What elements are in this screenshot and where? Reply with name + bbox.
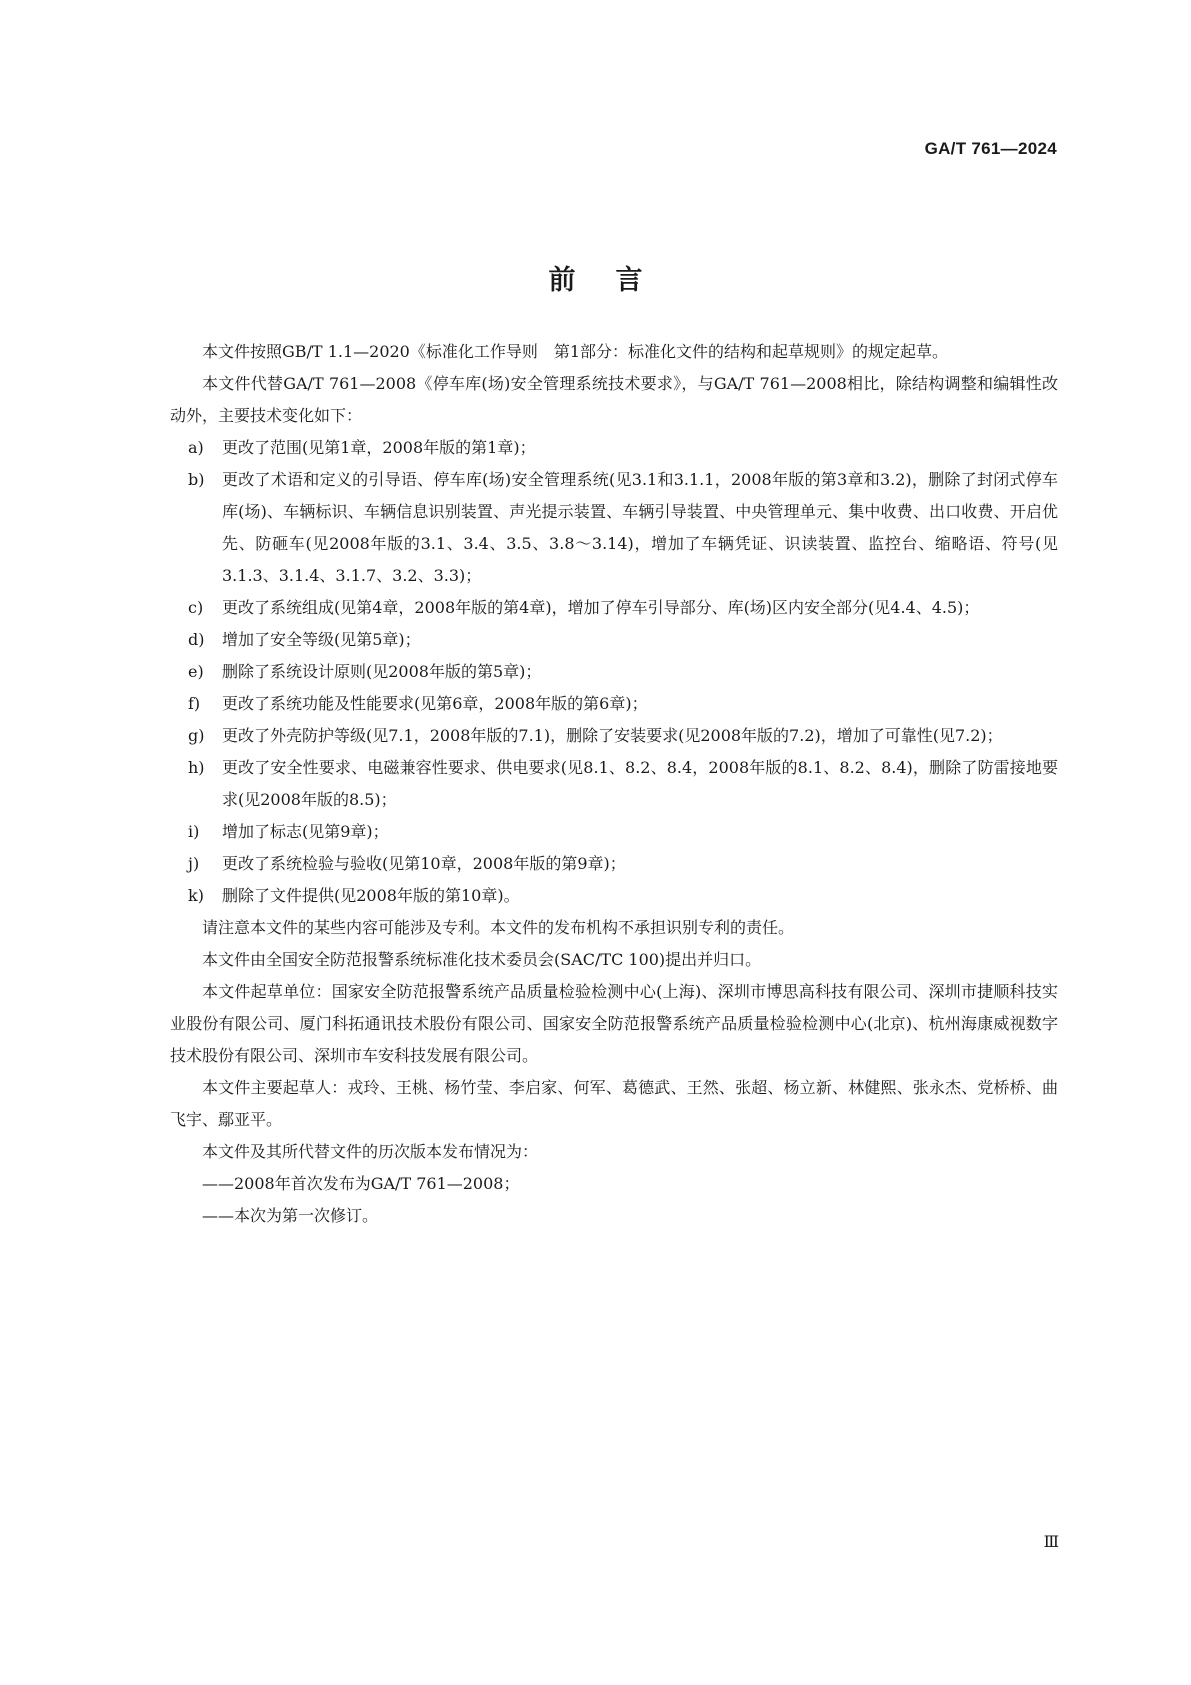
list-item: [170, 752, 1058, 816]
list-item: [170, 656, 1058, 688]
drafting-organizations: 本文件起草单位：国家安全防范报警系统产品质量检验检测中心(上海)、深圳市博思高科技有限公司、深圳市捷顺科技实业股份有限公司、厦门科拓通讯技术股份有限公司、国家安全防范报警系统产品质量检验检测中心(北京)、杭州海康威视数字技术股份有限公司、深圳市车安科技发展有限公司。: [170, 982, 1058, 1065]
list-marker: c): [188, 598, 204, 617]
list-item-text: 更改了系统功能及性能要求(见第6章，2008年版的第6章)；: [222, 694, 648, 713]
list-marker: h): [188, 758, 205, 777]
list-item-text: 增加了标志(见第9章)；: [222, 822, 389, 841]
list-marker: d): [188, 630, 205, 649]
list-item-text: 更改了范围(见第1章，2008年版的第1章)；: [222, 438, 536, 457]
list-item-text: 更改了外壳防护等级(见7.1，2008年版的7.1)，删除了安装要求(见2008年版的7.2)，增加了可靠性(见7.2)；: [222, 726, 1003, 745]
committee-note: 本文件由全国安全防范报警系统标准化技术委员会(SAC/TC 100)提出并归口。: [202, 950, 762, 969]
list-marker: b): [188, 470, 205, 489]
list-marker: a): [188, 438, 204, 457]
list-item: [170, 432, 1058, 464]
list-item: [170, 720, 1058, 752]
list-item-text: 更改了系统检验与验收(见第10章，2008年版的第9章)；: [222, 854, 626, 873]
page-number: Ⅲ: [1043, 1532, 1059, 1551]
list-marker: e): [188, 662, 204, 681]
list-item-text: 增加了安全等级(见第5章)；: [222, 630, 421, 649]
list-item-text: 更改了术语和定义的引导语、停车库(场)安全管理系统(见3.1和3.1.1，2008年版的第3章和3.2)，删除了封闭式停车库(场)、车辆标识、车辆信息识别装置、声光提示装置、车辆引导装置、中央管理单元、集中收费、出口收费、开启优先、防砸车(见2008年版的3.1、3.4、3.5、3.8～3.14)，增加了车辆凭证、识读装置、监控台、缩略语、符号(见3.1.3、3.1.4、3.1.7、3.2、3.3)；: [222, 470, 1058, 585]
list-marker: f): [188, 694, 201, 713]
list-marker: g): [188, 726, 205, 745]
history-item: ——2008年首次发布为GA/T 761—2008；: [202, 1174, 520, 1193]
page-title: 前言: [548, 265, 683, 297]
list-item-text: 更改了安全性要求、电磁兼容性要求、供电要求(见8.1、8.2、8.4，2008年版的8.1、8.2、8.4)，删除了防雷接地要求(见2008年版的8.5)；: [222, 758, 1058, 809]
intro-paragraph-1: 本文件按照GB/T 1.1—2020《标准化工作导则 第1部分：标准化文件的结构和起草规则》的规定起草。: [202, 342, 949, 361]
list-marker: j): [188, 854, 200, 873]
history-intro: 本文件及其所代替文件的历次版本发布情况为：: [202, 1142, 539, 1161]
list-item-text: 删除了文件提供(见2008年版的第10章)。: [222, 886, 520, 905]
list-item: [170, 816, 1058, 848]
foreword-body: [170, 336, 1058, 1232]
changes-list: [170, 432, 1058, 912]
intro-paragraph-2: 本文件代替GA/T 761—2008《停车库(场)安全管理系统技术要求》，与GA/T 761—2008相比，除结构调整和编辑性改动外，主要技术变化如下：: [170, 374, 1058, 425]
list-marker: i): [188, 822, 200, 841]
list-item: [170, 464, 1058, 592]
list-item-text: 删除了系统设计原则(见2008年版的第5章)；: [222, 662, 542, 681]
list-item: [170, 848, 1058, 880]
list-item: [170, 624, 1058, 656]
standard-code: GA/T 761—2024: [924, 139, 1057, 158]
drafters: 本文件主要起草人：戎玲、王桃、杨竹莹、李启家、何军、葛德武、王然、张超、杨立新、林健熙、张永杰、党桥桥、曲飞宇、鄢亚平。: [170, 1078, 1058, 1129]
list-item-text: 更改了系统组成(见第4章，2008年版的第4章)，增加了停车引导部分、库(场)区内安全部分(见4.4、4.5)；: [222, 598, 980, 617]
history-item: ——本次为第一次修订。: [202, 1206, 379, 1225]
list-marker: k): [188, 886, 204, 905]
list-item: [170, 880, 1058, 912]
list-item: [170, 592, 1058, 624]
patent-note: 请注意本文件的某些内容可能涉及专利。本文件的发布机构不承担识别专利的责任。: [202, 918, 795, 937]
list-item: [170, 688, 1058, 720]
